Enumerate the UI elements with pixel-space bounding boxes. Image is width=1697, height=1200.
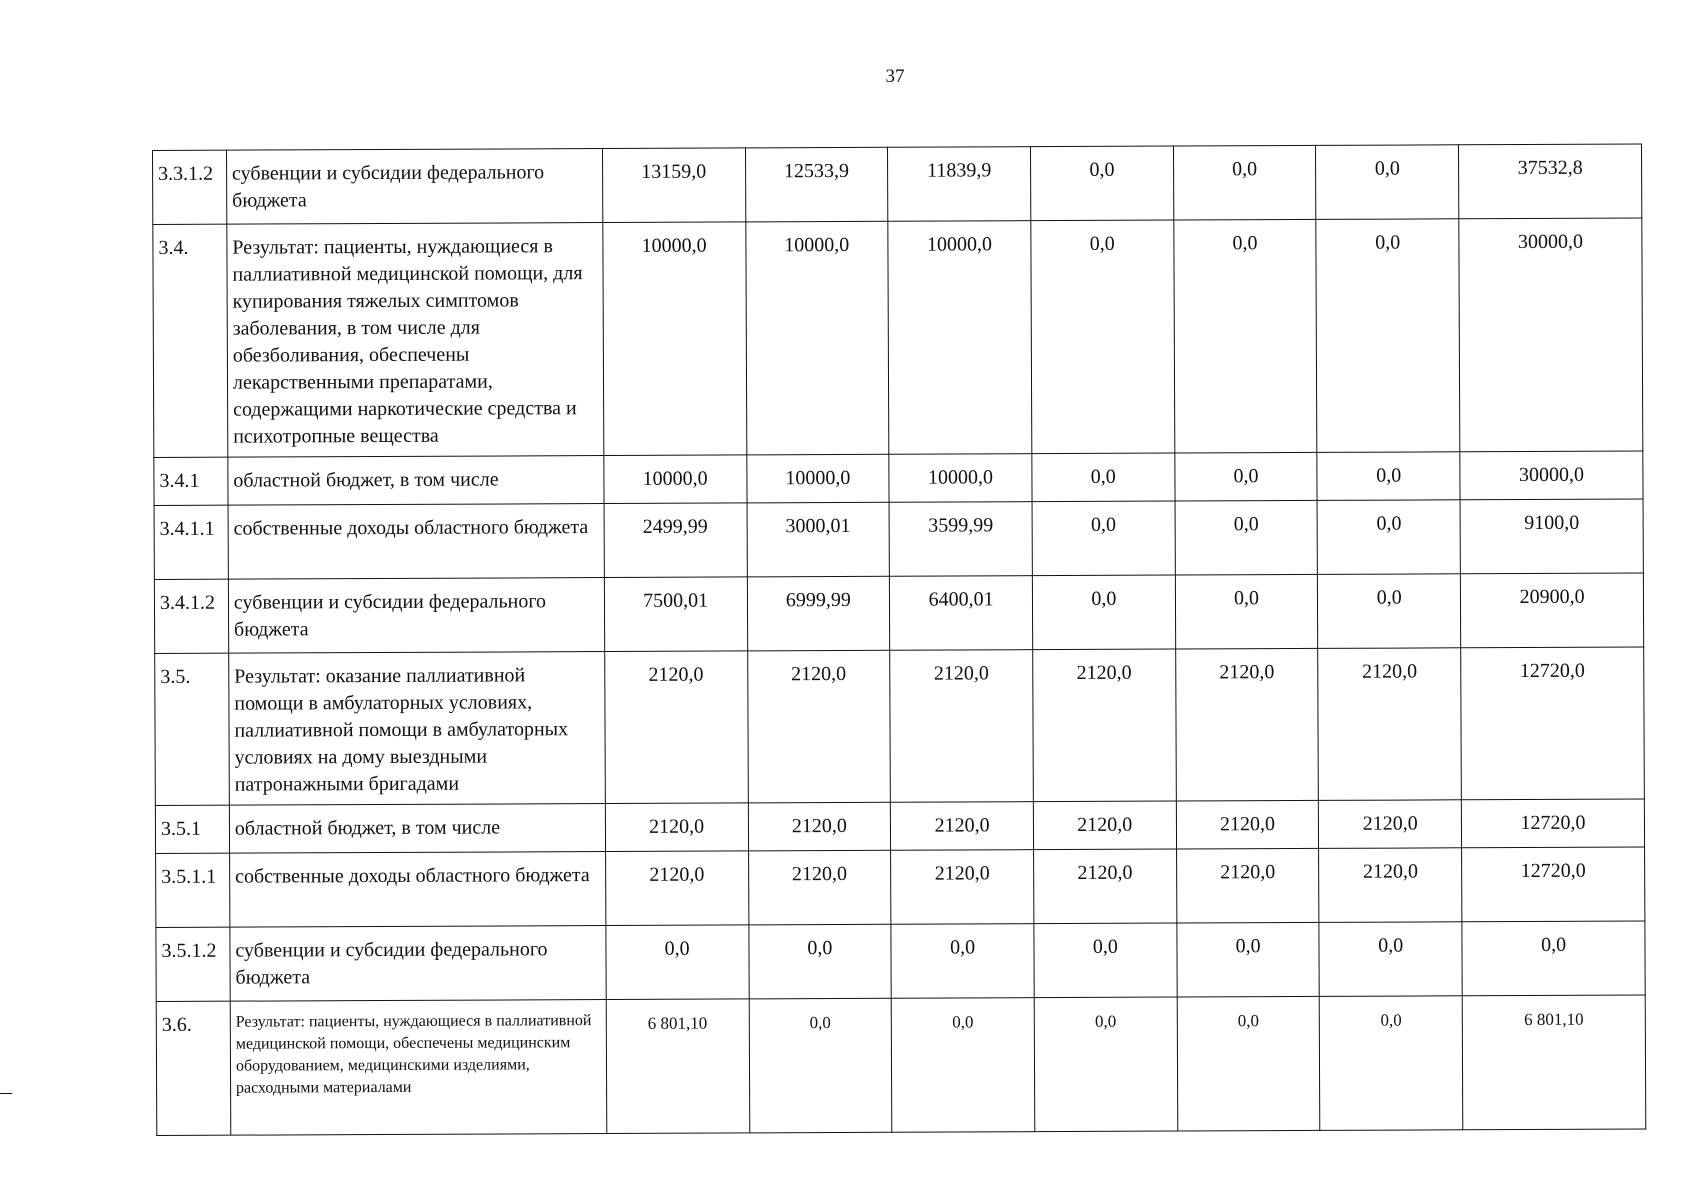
row-description: собственные доходы областного бюджета [229,852,605,928]
value-cell: 10000,0 [746,454,889,503]
value-cell: 0,0 [891,924,1034,999]
value-cell: 0,0 [1030,146,1173,221]
total-cell: 30000,0 [1460,451,1643,500]
value-cell: 2120,0 [1033,649,1176,802]
table-row [155,799,1644,853]
value-cell: 2120,0 [1175,648,1318,801]
value-cell: 0,0 [1175,500,1318,575]
margin-mark [0,1093,12,1094]
row-code: 3.5. [155,653,230,805]
page-number: 37 [885,66,905,87]
value-cell: 2120,0 [1319,800,1462,849]
value-cell: 2120,0 [748,802,891,851]
value-cell: 6400,01 [890,576,1033,651]
value-cell: 0,0 [1031,220,1175,454]
row-description: субвенции и субсидии федерального бюджета [230,926,606,1002]
table-row [156,847,1645,927]
total-cell: 0,0 [1462,921,1645,996]
value-cell: 0,0 [1177,996,1320,1131]
row-description: областной бюджет, в том числе [228,456,604,506]
value-cell: 0,0 [1320,996,1463,1131]
value-cell: 3599,99 [889,502,1032,577]
total-cell: 12720,0 [1462,799,1645,848]
row-description: Результат: оказание паллиативной помощи в амбулаторных условиях, паллиативной помощи в амбулаторных условиях на дому выездными патронажными бригадами [229,652,606,806]
total-cell: 6 801,10 [1462,995,1645,1130]
value-cell: 0,0 [1173,145,1316,220]
row-code: 3.5.1.2 [156,927,230,1001]
value-cell: 0,0 [1319,922,1462,997]
value-cell: 0,0 [1032,453,1175,502]
value-cell: 0,0 [1177,922,1320,997]
value-cell: 0,0 [1175,452,1318,501]
row-description: субвенции и субсидии федерального бюджета [226,149,602,225]
value-cell: 6999,99 [747,576,890,651]
value-cell: 0,0 [1174,219,1318,453]
value-cell: 0,0 [1316,145,1459,220]
value-cell: 10000,0 [604,455,747,504]
value-cell: 2120,0 [1319,848,1462,923]
value-cell: 2120,0 [604,651,747,804]
row-code: 3.6. [156,1001,231,1135]
total-cell: 37532,8 [1459,144,1642,219]
value-cell: 10000,0 [745,221,889,455]
value-cell: 2120,0 [605,803,748,852]
table-row [153,218,1643,457]
value-cell: 12533,9 [745,147,888,222]
value-cell: 2499,99 [604,503,747,578]
value-cell: 0,0 [1034,997,1177,1132]
value-cell: 2120,0 [891,802,1034,851]
budget-table [152,143,1646,1135]
value-cell: 2120,0 [1318,648,1461,801]
row-description: Результат: пациенты, нуждающиеся в паллиативной медицинской помощи, обеспечены медицинским оборудованием, медицинскими изделиями, расходными материалами [230,1000,606,1136]
value-cell: 2120,0 [1033,801,1176,850]
total-cell: 12720,0 [1461,647,1644,800]
table-row [155,647,1645,805]
value-cell: 3000,01 [747,502,890,577]
row-code: 3.4.1.1 [154,505,228,579]
total-cell: 9100,0 [1460,499,1643,574]
row-description: областной бюджет, в том числе [229,804,605,854]
value-cell: 0,0 [1317,452,1460,501]
row-description: субвенции и субсидии федерального бюджета [228,578,604,654]
value-cell: 2120,0 [1176,800,1319,849]
value-cell: 10000,0 [889,454,1032,503]
value-cell: 10000,0 [603,222,747,456]
table-row [154,573,1643,653]
value-cell: 0,0 [1034,923,1177,998]
value-cell: 0,0 [1032,501,1175,576]
table-row [154,451,1643,505]
row-code: 3.4. [153,224,228,457]
value-cell: 0,0 [748,924,891,999]
value-cell: 2120,0 [605,851,748,926]
row-code: 3.4.1 [154,457,228,505]
value-cell: 6 801,10 [606,999,749,1134]
value-cell: 0,0 [1175,574,1318,649]
value-cell: 0,0 [606,925,749,1000]
row-code: 3.4.1.2 [154,579,228,653]
row-description: Результат: пациенты, нуждающиеся в паллиативной медицинской помощи, для купирования тяжелых симптомов заболевания, в том числе для обезболивания, обеспечены лекарственными препаратами, содержащими наркотические средства и психотропные вещества [227,223,604,458]
value-cell: 0,0 [749,998,892,1133]
value-cell: 2120,0 [1176,848,1319,923]
value-cell: 2120,0 [1034,849,1177,924]
value-cell: 0,0 [1318,574,1461,649]
value-cell: 7500,01 [604,577,747,652]
value-cell: 13159,0 [602,148,745,223]
total-cell: 12720,0 [1462,847,1645,922]
value-cell: 11839,9 [888,147,1031,222]
row-code: 3.3.1.2 [153,150,227,224]
table-row [153,144,1642,224]
value-cell: 2120,0 [748,850,891,925]
value-cell: 0,0 [1032,575,1175,650]
total-cell: 30000,0 [1459,218,1643,452]
value-cell: 0,0 [1317,500,1460,575]
table-row [154,499,1643,579]
total-cell: 20900,0 [1461,573,1644,648]
row-code: 3.5.1.1 [156,853,230,927]
value-cell: 0,0 [1316,219,1460,453]
value-cell: 2120,0 [747,650,890,803]
row-code: 3.5.1 [155,805,229,853]
row-description: собственные доходы областного бюджета [228,504,604,580]
value-cell: 2120,0 [891,850,1034,925]
value-cell: 2120,0 [890,650,1033,803]
value-cell: 0,0 [891,998,1034,1133]
table-row [156,921,1645,1001]
value-cell: 10000,0 [888,221,1032,455]
table-row [156,995,1646,1135]
